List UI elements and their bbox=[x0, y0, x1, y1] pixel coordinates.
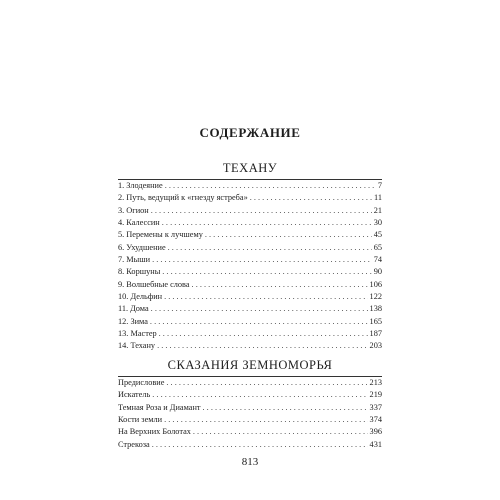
toc-entry-label: 2. Путь, ведущий к «гнезду ястреба» bbox=[118, 193, 248, 203]
dot-leader bbox=[157, 340, 367, 352]
toc-entry-label: На Верхних Болотах bbox=[118, 427, 191, 437]
toc-entry-label: 6. Ухудшение bbox=[118, 242, 166, 252]
toc-entry-page: 7 bbox=[377, 181, 382, 190]
dot-leader bbox=[152, 439, 368, 451]
toc-entry-label: 13. Мастер bbox=[118, 329, 157, 339]
toc-entry-page: 219 bbox=[369, 390, 382, 400]
dot-leader bbox=[159, 328, 368, 340]
toc-entry-label: 11. Дома bbox=[118, 304, 149, 314]
dot-leader bbox=[168, 242, 372, 254]
toc-entry[interactable] bbox=[118, 340, 382, 352]
toc-entry-label: Искатель bbox=[118, 390, 151, 400]
toc-entry-label: 8. Коршуны bbox=[118, 267, 161, 277]
toc-entry-label: Предисловие bbox=[118, 378, 165, 387]
toc-entry-page: 374 bbox=[369, 415, 382, 425]
toc-entry[interactable] bbox=[118, 180, 382, 192]
toc-entry-page: 187 bbox=[369, 329, 382, 339]
dot-leader bbox=[205, 229, 372, 241]
toc-list-earthsea-tales bbox=[118, 377, 382, 451]
toc-entry[interactable] bbox=[118, 254, 382, 266]
dot-leader bbox=[203, 402, 368, 414]
toc-entry[interactable] bbox=[118, 389, 382, 401]
toc-entry-page: 396 bbox=[369, 427, 382, 437]
section-title-earthsea-tales: СКАЗАНИЯ ЗЕМНОМОРЬЯ bbox=[167, 358, 333, 372]
dot-leader bbox=[150, 316, 368, 328]
toc-entry[interactable] bbox=[118, 426, 382, 438]
dot-leader bbox=[151, 205, 372, 217]
toc-entry[interactable] bbox=[118, 229, 382, 241]
toc-entry-page: 21 bbox=[373, 205, 382, 215]
toc-entry-page: 30 bbox=[373, 218, 382, 228]
toc-entry-page: 138 bbox=[369, 304, 382, 314]
toc-entry[interactable] bbox=[118, 242, 382, 254]
dot-leader bbox=[250, 192, 372, 204]
toc-entry[interactable] bbox=[118, 279, 382, 291]
toc-entry-page: 122 bbox=[369, 292, 382, 302]
dot-leader bbox=[192, 279, 368, 291]
toc-entry-label: 12. Зима bbox=[118, 316, 148, 326]
toc-entry-label: Темная Роза и Диамант bbox=[118, 402, 201, 412]
dot-leader bbox=[151, 303, 368, 315]
toc-entry-label: 4. Калессин bbox=[118, 218, 160, 228]
dot-leader bbox=[162, 217, 372, 229]
toc-list-tehanu bbox=[118, 180, 382, 353]
toc-entry[interactable] bbox=[118, 414, 382, 426]
toc-entry[interactable] bbox=[118, 192, 382, 204]
toc-entry-label: 9. Волшебные слова bbox=[118, 279, 190, 289]
toc-entry-page: 65 bbox=[373, 242, 382, 252]
toc-entry-page: 45 bbox=[373, 230, 382, 240]
toc-entry[interactable] bbox=[118, 291, 382, 303]
toc-entry[interactable] bbox=[118, 217, 382, 229]
toc-entry[interactable] bbox=[118, 205, 382, 217]
toc-entry[interactable] bbox=[118, 439, 382, 451]
toc-entry-page: 90 bbox=[373, 267, 382, 277]
toc-entry-page: 203 bbox=[369, 341, 382, 351]
toc-entry-page: 74 bbox=[373, 255, 382, 265]
toc-entry-label: 7. Мыши bbox=[118, 255, 151, 265]
toc-entry[interactable] bbox=[118, 377, 382, 389]
dot-leader bbox=[152, 254, 372, 266]
toc-entry-label: 1. Злодеяние bbox=[118, 181, 163, 190]
dot-leader bbox=[166, 377, 367, 389]
toc-entry-page: 431 bbox=[369, 439, 382, 449]
toc-entry[interactable] bbox=[118, 266, 382, 278]
dot-leader bbox=[152, 389, 367, 401]
toc-entry-page: 165 bbox=[369, 316, 382, 326]
toc-entry-label: 10. Дельфин bbox=[118, 292, 163, 302]
dot-leader bbox=[164, 414, 367, 426]
toc-entry-page: 337 bbox=[369, 402, 382, 412]
toc-entry-page: 11 bbox=[374, 193, 382, 203]
page-number: 813 bbox=[241, 456, 259, 468]
toc-entry[interactable] bbox=[118, 316, 382, 328]
toc-entry-label: 5. Перемены к лучшему bbox=[118, 230, 203, 240]
toc-entry-label: 3. Огион bbox=[118, 205, 149, 215]
toc-title: СОДЕРЖАНИЕ bbox=[199, 125, 301, 140]
toc-entry-label: Стрекоза bbox=[118, 439, 150, 449]
toc-entry-label: 14. Техану bbox=[118, 341, 156, 351]
dot-leader bbox=[193, 426, 368, 438]
toc-entry[interactable] bbox=[118, 303, 382, 315]
dot-leader bbox=[162, 266, 371, 278]
dot-leader bbox=[165, 180, 376, 192]
toc-entry[interactable] bbox=[118, 402, 382, 414]
toc-entry[interactable] bbox=[118, 328, 382, 340]
section-title-tehanu: ТЕХАНУ bbox=[222, 161, 278, 175]
toc-entry-page: 106 bbox=[369, 279, 382, 289]
toc-entry-page: 213 bbox=[369, 378, 382, 387]
toc-entry-label: Кости земли bbox=[118, 415, 163, 425]
dot-leader bbox=[164, 291, 367, 303]
